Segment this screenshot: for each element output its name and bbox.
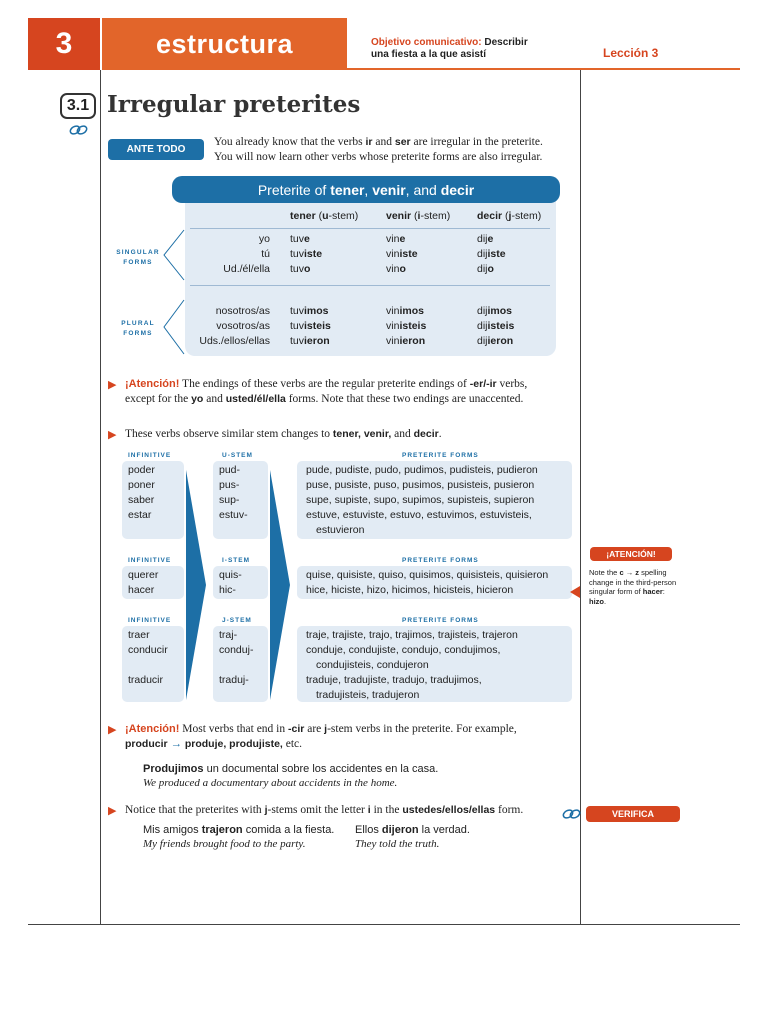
i-stem-label: I-STEM [222,557,251,564]
col-seg: i [417,210,421,222]
example-1 [143,823,334,837]
group-label-line: PLURAL [121,320,155,327]
objective-text-1: Describir [484,37,528,48]
text-seg: dijeron [381,824,419,836]
text-seg: These verbs observe similar stem changes to [125,428,333,440]
stem: dij [477,320,488,332]
ending: e [304,233,310,245]
atencion-label: ¡Atención! [125,723,180,735]
col-seg: venir [386,210,412,222]
example-sentence [143,762,438,776]
text-seg: The endings of these verbs are the regular preterite endings of [179,378,470,390]
section-title: Irregular preterites [107,91,361,118]
preterite-forms: traduje, tradujiste, tradujo, tradujimos, [306,674,482,686]
ending: iste [304,248,323,260]
atencion-label: ¡Atención! [125,378,180,390]
left-margin-rule [100,70,101,925]
preterite-forms: conduje, condujiste, condujo, condujimos, [306,644,501,656]
text-seg: -er/-ir [469,378,497,390]
right-margin-rule [580,70,581,925]
i-infinitives [128,568,158,598]
intro-seg: and [372,136,395,148]
col-seg: ( [502,210,509,222]
text-seg: Notice that the preterites with [125,804,265,816]
stem: dij [477,233,488,245]
title-venir: venir [372,181,406,198]
text-seg: -stems omit the letter [267,804,368,816]
ending: o [399,263,406,275]
plural-decir-forms [477,304,514,349]
preterite-forms: hice, hiciste, hizo, hicimos, hicisteis, hicieron [306,584,514,596]
u-forms-label: PRETERITE FORMS [402,452,479,459]
stem: dij [477,305,488,317]
col-seg: u [322,210,329,222]
stem: estuv- [219,509,248,521]
text-seg: forms. Note that these two endings are unaccented. [285,393,524,405]
col-header-venir [386,210,450,222]
j-stems [219,628,253,688]
stem: tuv [290,263,305,275]
bullet-arrow-icon: ▶ [108,805,117,817]
intro-verb-ir: ir [365,136,373,148]
example-2-translation: They told the truth. [355,838,440,850]
text-seg: Produjimos [143,763,204,775]
singular-forms-label [112,248,164,268]
col-seg: -stem) [328,210,359,222]
text-seg: un documental sobre los accidentes en la casa. [203,763,439,775]
stem: vin [386,248,400,260]
pronoun: tú [261,248,270,260]
col-seg: tener [290,210,316,222]
title-tener: tener [330,181,365,198]
plural-tener-forms [290,304,331,349]
text-seg: yo [191,393,204,405]
bullet-arrow-icon: ▶ [108,379,117,391]
text-seg: j [264,804,268,816]
stem: tuv [290,248,305,260]
preterite-forms: traje, trajiste, trajo, trajimos, trajisteis, trajeron [306,629,518,641]
preterite-forms: supe, supiste, supo, supimos, supisteis, supieron [306,494,535,506]
stem: pus- [219,479,240,491]
note-j-stem-omit [125,803,565,818]
j-forms [306,628,518,703]
stem: quis- [219,569,242,581]
text-seg: spelling change in the third-person singular form of [589,568,677,596]
example-infinitive: producir [125,738,168,750]
infinitive: querer [128,569,159,581]
pronoun: Uds./ellos/ellas [199,335,270,347]
title-seg: , [364,181,369,198]
stem: conduj- [219,644,254,656]
example-forms: produje, produjiste, [184,738,283,750]
title-decir: decir [440,181,475,198]
ending: ieron [487,335,514,347]
text-seg: Mis amigos [143,824,202,836]
text-seg: : [662,587,665,596]
group-label-line: SINGULAR [116,249,160,256]
note-stem-changes [125,427,575,442]
col-seg: -stem) [420,210,451,222]
preterite-forms: condujisteis, condujeron [316,659,429,671]
infinitive: hacer [128,584,155,596]
stem: traduj- [219,674,249,686]
objective-text-2: una fiesta a la que asistí [371,49,487,60]
link-icon[interactable] [68,124,90,136]
section-number: 3.1 [60,93,96,119]
stem: dij [477,248,488,260]
i-stems [219,568,242,598]
j-forms-label: PRETERITE FORMS [402,617,479,624]
infinitive: poner [128,479,155,491]
stem: tuv [290,320,305,332]
stem: vin [386,305,400,317]
text-seg: in the [370,804,403,816]
text-seg: j [324,723,328,735]
col-seg: ( [315,210,323,222]
title-seg: , and [405,181,437,198]
singular-bracket [162,228,186,283]
j-stem-label: J-STEM [222,617,252,624]
text-seg: are [304,723,325,735]
stem: tuv [290,305,305,317]
text-seg: hacer [642,587,663,596]
ending: o [304,263,311,275]
text-seg: -stem verbs in the preterite. For example, [327,723,517,735]
intro-seg: are irregular in the preterite. [410,136,543,148]
pronoun: yo [258,233,270,245]
bottom-rule [28,924,740,925]
verifica-button[interactable]: VERIFICA [586,806,680,822]
singular-decir-forms [477,232,506,277]
j-infinitive-label: INFINITIVE [128,617,172,624]
stem: tuv [290,335,305,347]
col-header-tener [290,210,358,222]
header-rule [347,68,740,70]
plural-pronouns [180,304,270,349]
sidebar-atencion-text [589,568,681,606]
u-stems [219,463,248,523]
link-icon[interactable] [562,808,582,820]
col-header-decir [477,210,541,222]
col-seg: -stem) [511,210,542,222]
text-seg: la verdad. [418,824,470,836]
pronoun: nosotros/as [215,305,270,317]
stem: vin [386,320,400,332]
text-seg: trajeron [201,824,243,836]
table-divider [190,285,550,286]
col-seg: j [508,210,512,222]
preterite-forms: quise, quisiste, quiso, quisimos, quisisteis, quisieron [306,569,549,581]
text-seg: etc. [282,738,303,750]
preterite-forms: estuvieron [316,524,365,536]
u-stem-label: U-STEM [222,452,253,459]
ending: imos [304,305,329,317]
ending: iste [399,248,418,260]
stem: vin [386,335,400,347]
infinitive: poder [128,464,155,476]
i-forms-label: PRETERITE FORMS [402,557,479,564]
text-seg: verbs, [496,378,528,390]
singular-venir-forms [386,232,418,277]
ending: isteis [304,320,331,332]
note-atencion-cir [125,722,575,752]
note-atencion-1 [125,377,575,407]
example-2 [355,823,470,837]
u-infinitives [128,463,155,523]
text-seg: -cir [288,723,305,735]
bullet-arrow-icon: ▶ [108,429,117,441]
ending: e [487,233,494,245]
preterite-forms: estuve, estuviste, estuvo, estuvimos, estuvisteis, [306,509,532,521]
text-seg: Note the [589,568,620,577]
ending: ieron [304,335,330,347]
infinitive: saber [128,494,155,506]
stem: dij [477,263,488,275]
title-seg: Preterite of [257,181,327,198]
chevron-big-2 [270,470,290,700]
stem: traj- [219,629,238,641]
text-seg: and [203,393,226,405]
text-seg: . [604,596,607,606]
stem: hic- [219,584,236,596]
bullet-arrow-icon: ▶ [108,724,117,736]
conjugation-title [172,176,560,203]
text-seg: i [367,804,371,816]
infinitive: traducir [128,674,164,686]
text-seg: Most verbs that end in [179,723,288,735]
objective-label: Objetivo comunicativo: [371,37,482,48]
group-label-line: FORMS [123,330,153,337]
example-1-translation: My friends brought food to the party. [143,838,306,850]
stem: sup- [219,494,240,506]
ending: isteis [399,320,427,332]
text-seg: ustedes/ellos/ellas [402,804,496,816]
ending: imos [487,305,513,317]
u-infinitive-label: INFINITIVE [128,452,172,459]
sidebar-atencion-badge: ¡ATENCIÓN! [590,547,672,561]
section-name: estructura [102,18,347,70]
j-infinitives [128,628,168,688]
stem: vin [386,263,400,275]
text-seg: hizo [589,596,604,606]
objective [371,37,571,61]
text-seg: c [619,568,624,577]
text-seg: . [438,428,442,440]
pronoun: vosotros/as [216,320,270,332]
text-seg: Ellos [355,824,382,836]
i-infinitive-label: INFINITIVE [128,557,172,564]
table-divider [190,228,550,229]
chapter-number: 3 [28,18,100,70]
text-seg: comida a la fiesta. [242,824,335,836]
text-seg: tener, venir, [332,428,392,440]
preterite-forms: puse, pusiste, puso, pusimos, pusisteis, pusieron [306,479,535,491]
stem: pud- [219,464,241,476]
ending: ieron [399,335,426,347]
col-seg: ( [411,210,418,222]
stem: vin [386,233,400,245]
text-seg: and [391,428,414,440]
ending: isteis [487,320,515,332]
intro-text [214,135,574,165]
text-seg: form. [495,804,524,816]
ending: e [399,233,406,245]
intro-seg: You already know that the verbs [214,136,366,148]
text-seg: except for the [125,393,192,405]
lesson-label: Lección 3 [603,46,659,60]
pronoun: Ud./él/ella [223,263,270,275]
text-seg: → [623,568,636,577]
ending: iste [487,248,506,260]
i-forms [306,568,548,598]
intro-verb-ser: ser [394,136,411,148]
preterite-forms: tradujisteis, tradujeron [316,689,420,701]
stem: tuv [290,233,305,245]
text-seg: decir [413,428,439,440]
ending: imos [399,305,424,317]
group-label-line: FORMS [123,259,153,266]
preterite-forms: pude, pudiste, pudo, pudimos, pudisteis, pudieron [306,464,538,476]
ante-todo-badge: ANTE TODO [108,139,204,160]
intro-line-2: You will now learn other verbs whose preterite forms are also irregular. [214,151,543,163]
text-seg: usted/él/ella [225,393,286,405]
example-translation: We produced a documentary about accidents in the home. [143,777,398,789]
plural-venir-forms [386,304,426,349]
text-seg: z [635,568,640,577]
chevron-big-1 [186,470,206,700]
infinitive: conducir [128,644,168,656]
infinitive: traer [128,629,150,641]
plural-forms-label [112,319,164,339]
col-seg: decir [477,210,503,222]
infinitive: estar [128,509,152,521]
singular-tener-forms [290,232,322,277]
stem: dij [477,335,488,347]
singular-pronouns [190,232,270,277]
arrow-right-icon: → [170,738,182,750]
pointer-triangle-icon [570,586,580,598]
ending: o [487,263,494,275]
u-forms [306,463,538,538]
